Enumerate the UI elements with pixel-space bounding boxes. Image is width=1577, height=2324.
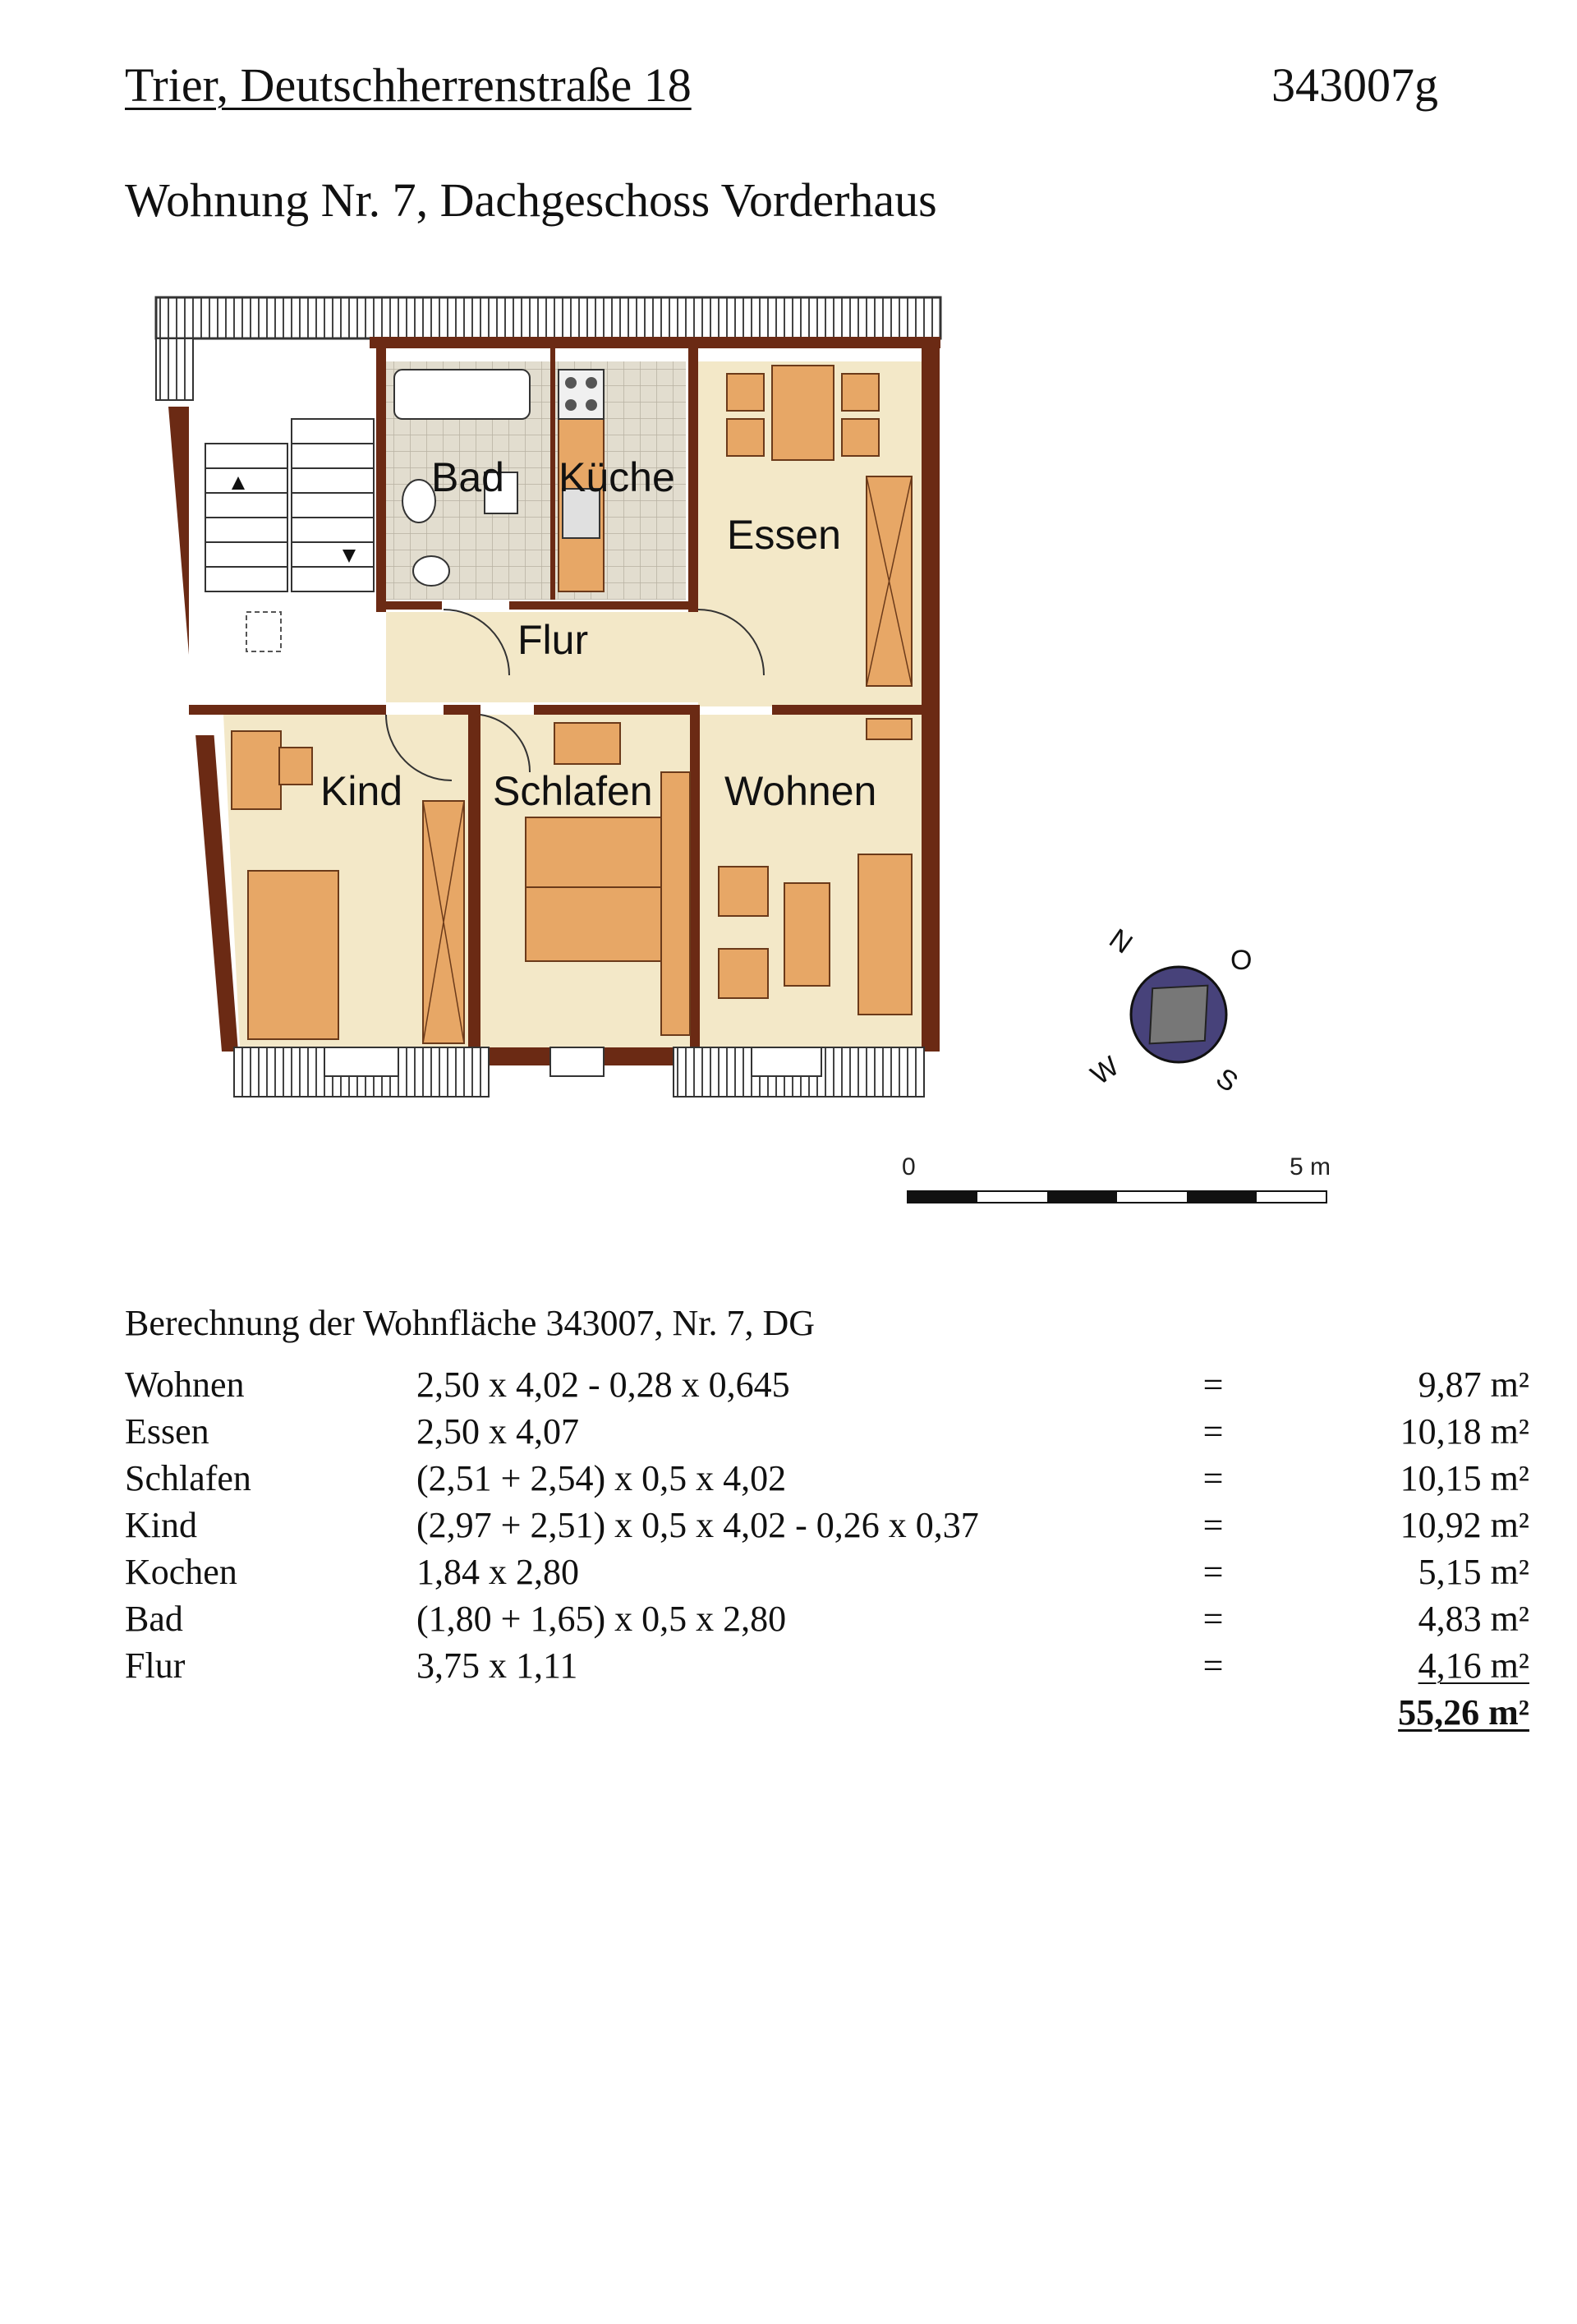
stair-balustrade	[156, 338, 193, 400]
compass-w: W	[1085, 1050, 1125, 1092]
area-value: 4,83 m²	[1418, 1599, 1529, 1639]
room-name: Bad	[125, 1599, 183, 1639]
scale-end: 5 m	[1290, 1153, 1331, 1180]
equals-sign: =	[1202, 1458, 1224, 1498]
table-row	[125, 1504, 1529, 1551]
room-label-flur: Flur	[517, 617, 589, 663]
page-address-title: Trier, Deutschherrenstraße 18	[125, 58, 692, 112]
room-label-schlafen: Schlafen	[493, 768, 653, 814]
area-value: 10,92 m²	[1400, 1505, 1529, 1545]
floor-plan	[148, 288, 1380, 1232]
scale-start: 0	[902, 1153, 916, 1180]
armchair-2	[719, 949, 768, 998]
table-row	[125, 1457, 1529, 1504]
armchair-1	[719, 867, 768, 916]
room-label-bad: Bad	[431, 454, 504, 500]
kid-bed	[248, 871, 338, 1039]
equals-sign: =	[1202, 1411, 1224, 1452]
window-bedroom	[550, 1047, 604, 1076]
equals-sign: =	[1202, 1645, 1224, 1686]
room-name: Wohnen	[125, 1364, 245, 1405]
compass	[1085, 923, 1252, 1098]
area-value: 5,15 m²	[1418, 1552, 1529, 1592]
window-kid	[324, 1047, 398, 1076]
compass-s: S	[1210, 1061, 1244, 1099]
table-row	[125, 1645, 1529, 1691]
compass-o: O	[1230, 945, 1253, 976]
total-row	[125, 1691, 1529, 1738]
stairwell	[189, 407, 378, 735]
room-name: Schlafen	[125, 1458, 251, 1498]
table-row	[125, 1364, 1529, 1411]
table-row	[125, 1411, 1529, 1457]
area-formula: (2,97 + 2,51) x 0,5 x 4,02 - 0,26 x 0,37	[416, 1505, 979, 1545]
area-calculation-table	[125, 1364, 1529, 1738]
total-area	[1246, 1691, 1529, 1738]
room-label-kueche: Küche	[559, 454, 675, 500]
outer-wall-top	[370, 337, 940, 348]
equals-sign: =	[1202, 1552, 1224, 1592]
area-value-text: 4,16 m²	[1418, 1645, 1529, 1686]
dining-table	[772, 366, 834, 460]
coffee-table	[784, 883, 830, 986]
kid-chair	[279, 748, 312, 785]
equals-sign: =	[1202, 1505, 1224, 1545]
scale-bar	[902, 1153, 1331, 1203]
room-label-essen: Essen	[727, 512, 841, 558]
double-bed-1	[526, 817, 674, 887]
compass-n: N	[1103, 923, 1138, 960]
area-value: 10,15 m²	[1400, 1458, 1529, 1498]
room-name: Flur	[125, 1645, 186, 1686]
area-formula: 1,84 x 2,80	[416, 1552, 579, 1592]
table-row	[125, 1598, 1529, 1645]
kid-desk	[232, 731, 281, 809]
living-shelf	[867, 719, 912, 739]
area-value	[1246, 1645, 1529, 1691]
room-name: Kind	[125, 1505, 197, 1545]
equals-sign: =	[1202, 1364, 1224, 1405]
equals-sign: =	[1202, 1599, 1224, 1639]
object-code: 343007g	[1271, 58, 1438, 112]
area-value: 9,87 m²	[1418, 1364, 1529, 1405]
top-balustrade	[156, 297, 940, 338]
table-row	[125, 1551, 1529, 1598]
bedroom-wardrobe	[661, 772, 690, 1035]
toilet	[402, 480, 435, 522]
calculation-title: Berechnung der Wohnfläche 343007, Nr. 7, DG	[125, 1303, 815, 1343]
bathtub	[394, 370, 530, 419]
area-formula: (1,80 + 1,65) x 0,5 x 2,80	[416, 1599, 787, 1639]
double-bed-2	[526, 887, 674, 961]
room-name: Essen	[125, 1411, 209, 1452]
window-living	[752, 1047, 821, 1076]
outer-wall-right	[922, 337, 940, 1052]
stove	[559, 370, 604, 419]
area-formula: (2,51 + 2,54) x 0,5 x 4,02	[416, 1458, 787, 1498]
bedroom-dresser	[554, 723, 620, 764]
area-formula: 2,50 x 4,02 - 0,28 x 0,645	[416, 1364, 790, 1405]
area-formula: 2,50 x 4,07	[416, 1411, 579, 1452]
apartment-subtitle: Wohnung Nr. 7, Dachgeschoss Vorderhaus	[125, 173, 937, 227]
area-formula: 3,75 x 1,11	[416, 1645, 578, 1686]
bidet	[413, 556, 449, 586]
sofa	[858, 854, 912, 1015]
room-name: Kochen	[125, 1552, 237, 1592]
total-area-value: 55,26 m²	[1398, 1692, 1529, 1733]
room-label-wohnen: Wohnen	[724, 768, 877, 814]
room-label-kind: Kind	[320, 768, 403, 814]
area-value: 10,18 m²	[1400, 1411, 1529, 1452]
